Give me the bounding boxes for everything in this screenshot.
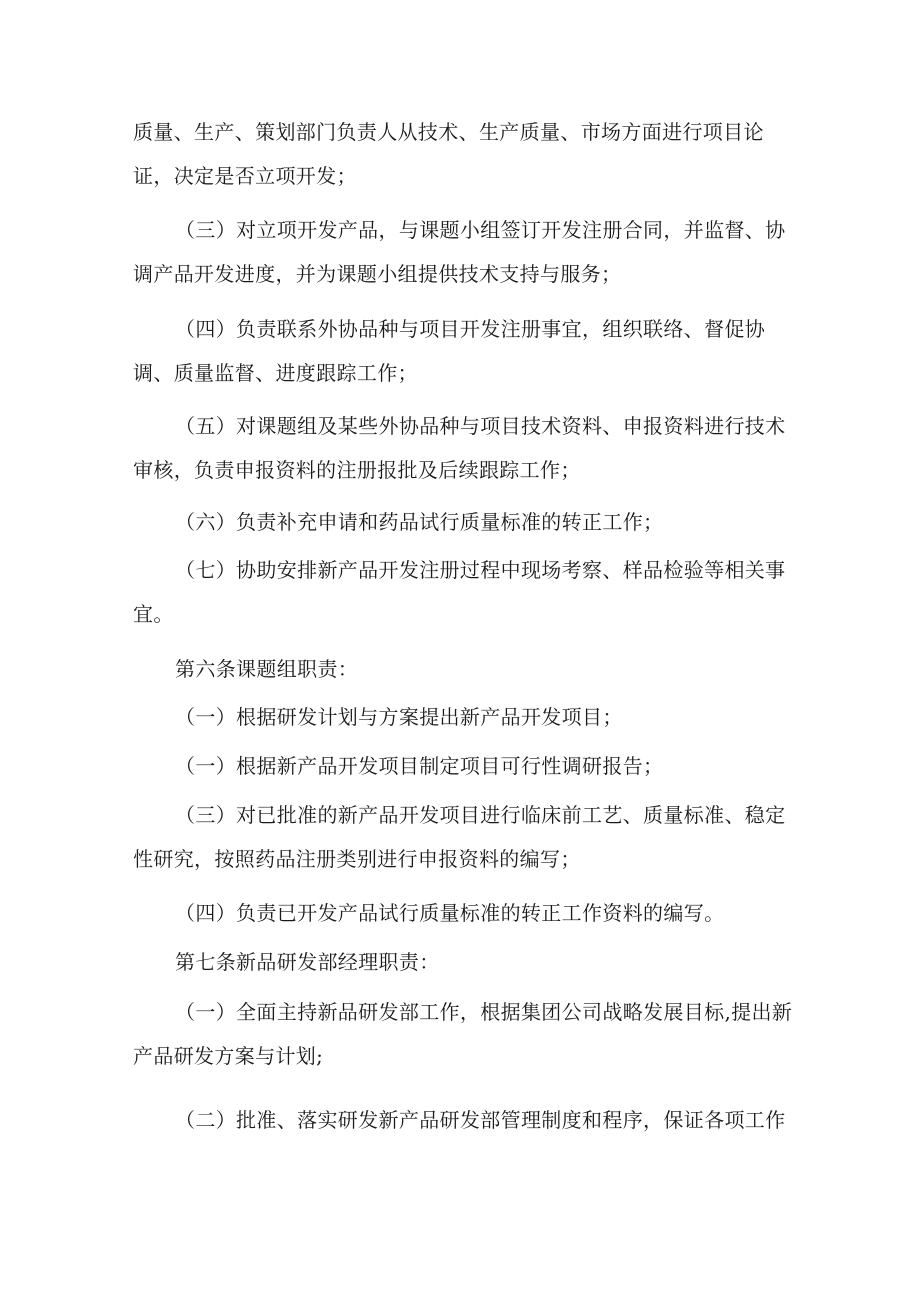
paragraph-item-3-contract: （三）对立项开发产品，与课题小组签订开发注册合同，并监督、协调产品开发进度，并为课题小组提供技术支持与服务； [133,218,786,286]
paragraph-item-5-review: （五）对课题组及某些外协品种与项目技术资料、申报资料进行技术审核，负责申报资料的注册报批及后续跟踪工作； [133,414,786,482]
paragraph-item-6-supplement: （六）负责补充申请和药品试行质量标准的转正工作； [175,510,664,534]
paragraph-item-4-outsourcing: （四）负责联系外协品种与项目开发注册事宜，组织联络、督促协调、质量监督、进度跟踪工作； [133,317,766,385]
paragraph-article-6-item-4: （四）负责已开发产品试行质量标准的转正工作资料的编写。 [175,901,725,925]
paragraph-article-6-item-3: （三）对已批准的新产品开发项目进行临床前工艺、质量标准、稳定性研究，按照药品注册类别进行申报资料的编写； [133,803,786,871]
heading-article-6: 第六条课题组职责： [175,657,359,681]
paragraph-article-7-item-2: （二）批准、落实研发新产品研发部管理制度和程序，保证各项工作 [175,1108,786,1132]
paragraph-article-7-item-1: （一）全面主持新品研发部工作，根据集团公司战略发展目标,提出新产品研发方案与计划; [133,1000,793,1068]
paragraph-article-6-item-1: （一）根据研发计划与方案提出新产品开发项目； [175,705,623,729]
paragraph-project-demonstration: 质量、生产、策划部门负责人从技术、生产质量、市场方面进行项目论证，决定是否立项开发； [133,120,764,188]
paragraph-item-7-inspection: （七）协助安排新产品开发注册过程中现场考察、样品检验等相关事宜。 [133,558,786,626]
heading-article-7: 第七条新品研发部经理职责： [175,950,440,974]
paragraph-article-6-item-2: （一）根据新产品开发项目制定项目可行性调研报告； [175,754,664,778]
